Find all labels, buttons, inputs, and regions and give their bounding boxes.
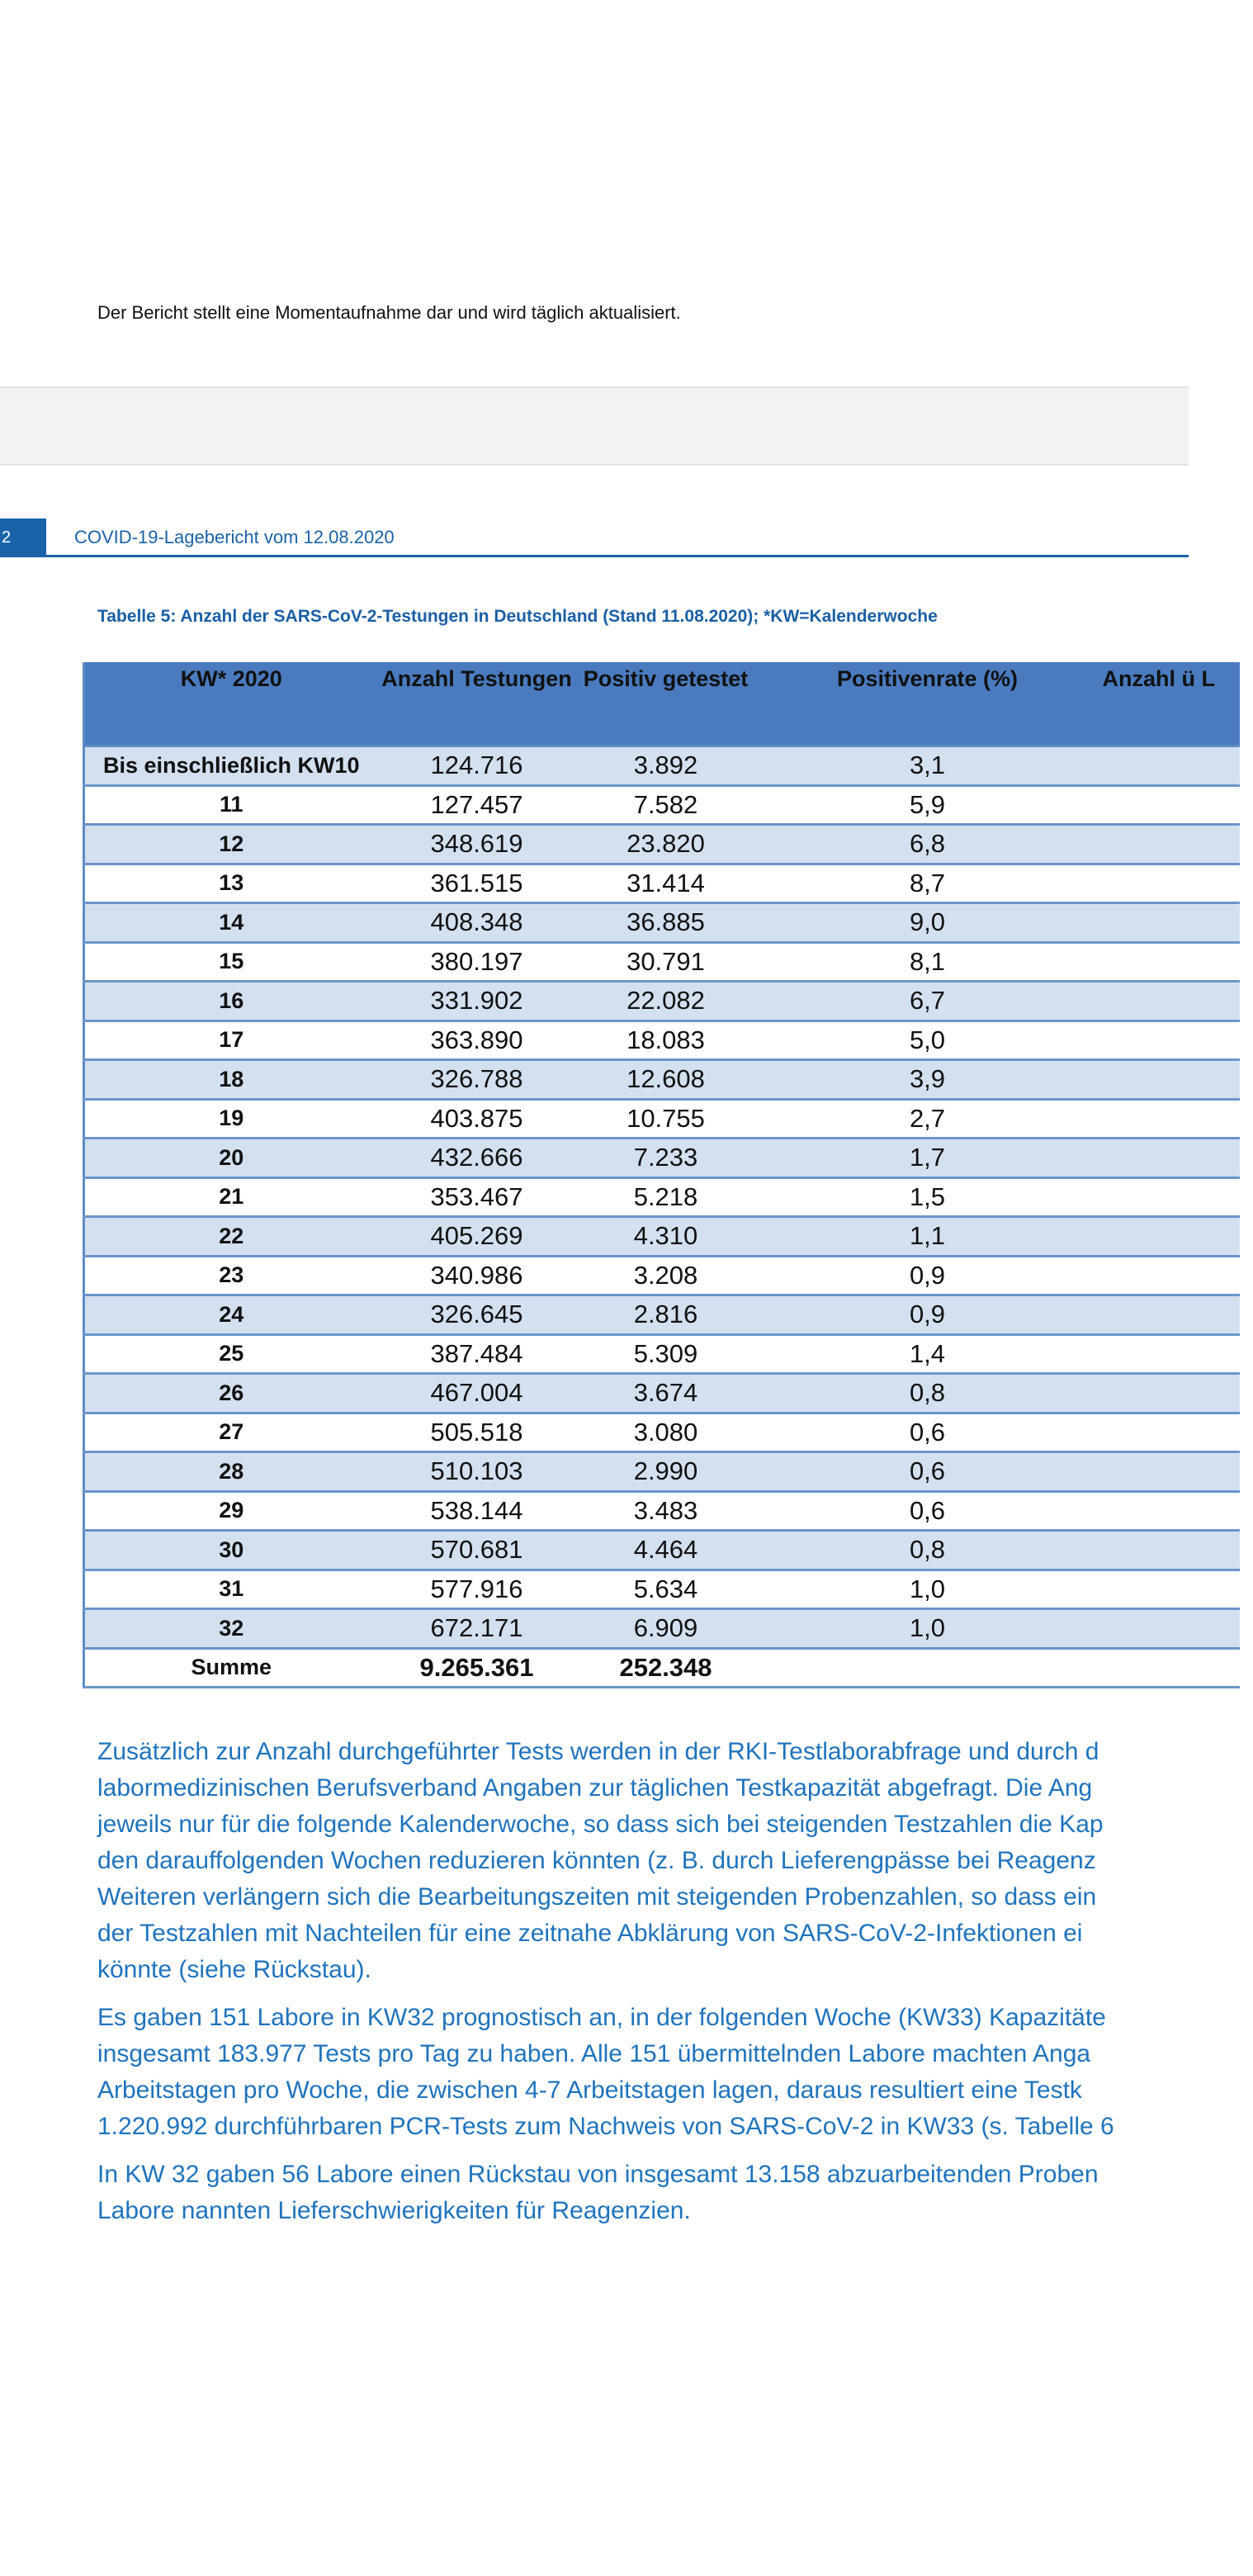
table-row xyxy=(84,825,1240,864)
anzahl-cell: 326.645 xyxy=(378,1295,576,1335)
table-sum-row xyxy=(84,1648,1240,1688)
rate-cell: 1,4 xyxy=(756,1334,1099,1374)
last-cell xyxy=(1099,1217,1240,1257)
header-rate: Positivenrate (%) xyxy=(756,662,1099,746)
kw-cell: 24 xyxy=(84,1295,378,1335)
positiv-cell: 30.791 xyxy=(576,942,756,982)
positiv-cell: 5.218 xyxy=(576,1177,756,1217)
kw-cell: 17 xyxy=(84,1020,378,1060)
rate-cell: 0,9 xyxy=(756,1295,1099,1335)
last-cell xyxy=(1099,1491,1240,1531)
anzahl-cell: 340.986 xyxy=(378,1256,576,1295)
anzahl-cell: 538.144 xyxy=(378,1491,576,1531)
positiv-cell: 36.885 xyxy=(576,903,756,943)
header-kw: KW* 2020 xyxy=(84,662,378,746)
kw-cell: 15 xyxy=(84,942,378,982)
testing-table xyxy=(83,662,1240,1688)
kw-cell: 12 xyxy=(84,825,378,864)
kw-cell: 27 xyxy=(84,1413,378,1452)
paragraph-line: jeweils nur für die folgende Kalenderwoche, so dass sich bei steigenden Testzahlen die Kap xyxy=(97,1811,1104,1838)
paragraph-line: Es gaben 151 Labore in KW32 prognostisch an, in der folgenden Woche (KW33) Kapazitäte xyxy=(97,2004,1106,2031)
rate-cell: 0,6 xyxy=(756,1413,1099,1452)
rate-cell: 0,8 xyxy=(756,1531,1099,1570)
kw-cell: 13 xyxy=(84,864,378,903)
kw-cell: 19 xyxy=(84,1099,378,1139)
positiv-cell: 3.892 xyxy=(576,746,756,786)
kw-cell: 22 xyxy=(84,1217,378,1257)
anzahl-cell: 127.457 xyxy=(378,785,576,825)
rate-cell: 1,7 xyxy=(756,1139,1099,1178)
paragraph xyxy=(97,2000,1253,2145)
paragraph-line: insgesamt 183.977 Tests pro Tag zu haben. Alle 151 übermittelnden Labore machten Anga xyxy=(97,2040,1091,2067)
last-cell xyxy=(1099,746,1240,786)
table-row xyxy=(84,942,1240,982)
anzahl-cell: 380.197 xyxy=(378,942,576,982)
kw-cell: 18 xyxy=(84,1060,378,1100)
anzahl-cell: 570.681 xyxy=(378,1531,576,1570)
kw-cell: 20 xyxy=(84,1139,378,1178)
table-row xyxy=(84,1060,1240,1100)
last-cell xyxy=(1099,864,1240,903)
positiv-cell: 18.083 xyxy=(576,1020,756,1060)
kw-cell: 16 xyxy=(84,982,378,1021)
sum-last xyxy=(1099,1648,1240,1688)
kw-cell: 23 xyxy=(84,1256,378,1295)
paragraph-line: In KW 32 gaben 56 Labore einen Rückstau von insgesamt 13.158 abzuarbeitenden Proben xyxy=(97,2161,1099,2188)
positiv-cell: 10.755 xyxy=(576,1099,756,1139)
table-row xyxy=(84,1491,1240,1531)
page-separator xyxy=(0,386,1189,466)
table-row xyxy=(84,746,1240,786)
sum-rate xyxy=(756,1648,1099,1688)
kw-cell: 25 xyxy=(84,1334,378,1374)
anzahl-cell: 361.515 xyxy=(378,864,576,903)
paragraph-line: könnte (siehe Rückstau). xyxy=(97,1956,371,1983)
table-row xyxy=(84,1177,1240,1217)
kw-cell: 32 xyxy=(84,1609,378,1649)
anzahl-cell: 672.171 xyxy=(378,1609,576,1649)
report-note: Der Bericht stellt eine Momentaufnahme dar und wird täglich aktualisiert. xyxy=(97,302,681,323)
kw-cell: 11 xyxy=(84,785,378,825)
table-row xyxy=(84,1217,1240,1257)
anzahl-cell: 353.467 xyxy=(378,1177,576,1217)
anzahl-cell: 510.103 xyxy=(378,1452,576,1492)
table-row xyxy=(84,1413,1240,1452)
rate-cell: 8,1 xyxy=(756,942,1099,982)
table-row xyxy=(84,1570,1240,1609)
table-row xyxy=(84,903,1240,943)
positiv-cell: 4.310 xyxy=(576,1217,756,1257)
positiv-cell: 31.414 xyxy=(576,864,756,903)
header-positiv: Positiv getestet xyxy=(576,662,756,746)
previous-page xyxy=(0,0,1189,386)
anzahl-cell: 331.902 xyxy=(378,982,576,1021)
table-row xyxy=(84,785,1240,825)
last-cell xyxy=(1099,942,1240,982)
positiv-cell: 7.582 xyxy=(576,785,756,825)
positiv-cell: 5.309 xyxy=(576,1334,756,1374)
rate-cell: 6,8 xyxy=(756,825,1099,864)
anzahl-cell: 124.716 xyxy=(378,746,576,786)
paragraph-line: labormedizinischen Berufsverband Angaben zur täglichen Testkapazität abgefragt. Die Ang xyxy=(97,1774,1093,1802)
kw-cell: Bis einschließlich KW10 xyxy=(84,746,378,786)
kw-cell: 28 xyxy=(84,1452,378,1492)
rate-cell: 2,7 xyxy=(756,1099,1099,1139)
positiv-cell: 5.634 xyxy=(576,1570,756,1609)
header-anzahl: Anzahl Testungen xyxy=(378,662,576,746)
header-last: Anzahl ü L xyxy=(1099,662,1240,746)
last-cell xyxy=(1099,825,1240,864)
header-rule xyxy=(0,555,1189,557)
last-cell xyxy=(1099,982,1240,1021)
rate-cell: 5,9 xyxy=(756,785,1099,825)
last-cell xyxy=(1099,903,1240,943)
last-cell xyxy=(1099,1060,1240,1100)
rate-cell: 1,0 xyxy=(756,1570,1099,1609)
paragraph-line: Arbeitstagen pro Woche, die zwischen 4-7 Arbeitstagen lagen, daraus resultiert eine Testk xyxy=(97,2076,1082,2104)
anzahl-cell: 326.788 xyxy=(378,1060,576,1100)
positiv-cell: 12.608 xyxy=(576,1060,756,1100)
rate-cell: 1,0 xyxy=(756,1609,1099,1649)
kw-cell: 31 xyxy=(84,1570,378,1609)
positiv-cell: 3.483 xyxy=(576,1491,756,1531)
paragraph-line: Zusätzlich zur Anzahl durchgeführter Tests werden in der RKI-Testlaborabfrage und durch d xyxy=(97,1738,1099,1765)
positiv-cell: 3.674 xyxy=(576,1374,756,1413)
anzahl-cell: 505.518 xyxy=(378,1413,576,1452)
paragraph xyxy=(97,2157,1253,2229)
rate-cell: 3,9 xyxy=(756,1060,1099,1100)
last-cell xyxy=(1099,1139,1240,1178)
last-cell xyxy=(1099,1374,1240,1413)
kw-cell: 29 xyxy=(84,1491,378,1531)
report-title: COVID-19-Lagebericht vom 12.08.2020 xyxy=(74,527,395,547)
rate-cell: 1,1 xyxy=(756,1217,1099,1257)
last-cell xyxy=(1099,1295,1240,1335)
positiv-cell: 3.080 xyxy=(576,1413,756,1452)
rate-cell: 8,7 xyxy=(756,864,1099,903)
table-row xyxy=(84,1020,1240,1060)
page-header xyxy=(0,519,1189,558)
rate-cell: 0,8 xyxy=(756,1374,1099,1413)
positiv-cell: 6.909 xyxy=(576,1609,756,1649)
last-cell xyxy=(1099,1413,1240,1452)
rate-cell: 9,0 xyxy=(756,903,1099,943)
paragraph-line: Labore nannten Lieferschwierigkeiten für Reagenzien. xyxy=(97,2197,691,2224)
anzahl-cell: 363.890 xyxy=(378,1020,576,1060)
anzahl-cell: 405.269 xyxy=(378,1217,576,1257)
anzahl-cell: 408.348 xyxy=(378,903,576,943)
table-row xyxy=(84,1256,1240,1295)
paragraph-line: der Testzahlen mit Nachteilen für eine zeitnahe Abklärung von SARS-CoV-2-Infektionen ei xyxy=(97,1920,1083,1947)
last-cell xyxy=(1099,1609,1240,1649)
anzahl-cell: 467.004 xyxy=(378,1374,576,1413)
sum-anzahl: 9.265.361 xyxy=(378,1648,576,1688)
last-cell xyxy=(1099,1452,1240,1492)
anzahl-cell: 348.619 xyxy=(378,825,576,864)
rate-cell: 0,9 xyxy=(756,1256,1099,1295)
last-cell xyxy=(1099,1099,1240,1139)
anzahl-cell: 577.916 xyxy=(378,1570,576,1609)
table-row xyxy=(84,982,1240,1021)
kw-cell: 21 xyxy=(84,1177,378,1217)
paragraph-line: den darauffolgenden Wochen reduzieren könnten (z. B. durch Lieferengpässe bei Reagenz xyxy=(97,1847,1096,1874)
kw-cell: 30 xyxy=(84,1531,378,1570)
sum-positiv: 252.348 xyxy=(576,1648,756,1688)
table-caption: Tabelle 5: Anzahl der SARS-CoV-2-Testungen in Deutschland (Stand 11.08.2020); *KW=Kalenderwoche xyxy=(97,607,938,626)
positiv-cell: 4.464 xyxy=(576,1531,756,1570)
kw-cell: 26 xyxy=(84,1374,378,1413)
rate-cell: 5,0 xyxy=(756,1020,1099,1060)
positiv-cell: 2.816 xyxy=(576,1295,756,1335)
positiv-cell: 22.082 xyxy=(576,982,756,1021)
paragraph-line: Weiteren verlängern sich die Bearbeitungszeiten mit steigenden Probenzahlen, so dass ein xyxy=(97,1883,1097,1911)
table-row xyxy=(84,864,1240,903)
last-cell xyxy=(1099,1256,1240,1295)
last-cell xyxy=(1099,1334,1240,1374)
last-cell xyxy=(1099,1570,1240,1609)
table-row xyxy=(84,1609,1240,1649)
table-row xyxy=(84,1334,1240,1374)
paragraph xyxy=(97,1734,1253,1988)
positiv-cell: 23.820 xyxy=(576,825,756,864)
positiv-cell: 2.990 xyxy=(576,1452,756,1492)
anzahl-cell: 387.484 xyxy=(378,1334,576,1374)
table-row xyxy=(84,1531,1240,1570)
last-cell xyxy=(1099,1531,1240,1570)
last-cell xyxy=(1099,1020,1240,1060)
positiv-cell: 3.208 xyxy=(576,1256,756,1295)
last-cell xyxy=(1099,785,1240,825)
paragraph-line: 1.220.992 durchführbaren PCR-Tests zum Nachweis von SARS-CoV-2 in KW33 (s. Tabelle 6 xyxy=(97,2113,1114,2140)
table-row xyxy=(84,1452,1240,1492)
body-text xyxy=(97,1734,1253,2241)
table-header-row xyxy=(84,662,1240,746)
rate-cell: 0,6 xyxy=(756,1491,1099,1531)
sum-label: Summe xyxy=(84,1648,378,1688)
positiv-cell: 7.233 xyxy=(576,1139,756,1178)
rate-cell: 6,7 xyxy=(756,982,1099,1021)
rate-cell: 0,6 xyxy=(756,1452,1099,1492)
rate-cell: 1,5 xyxy=(756,1177,1099,1217)
rate-cell: 3,1 xyxy=(756,746,1099,786)
anzahl-cell: 432.666 xyxy=(378,1139,576,1178)
page-number: 2 xyxy=(0,519,46,556)
table-row xyxy=(84,1374,1240,1413)
anzahl-cell: 403.875 xyxy=(378,1099,576,1139)
kw-cell: 14 xyxy=(84,903,378,943)
table-row xyxy=(84,1099,1240,1139)
table-row xyxy=(84,1295,1240,1335)
last-cell xyxy=(1099,1177,1240,1217)
table-row xyxy=(84,1139,1240,1178)
